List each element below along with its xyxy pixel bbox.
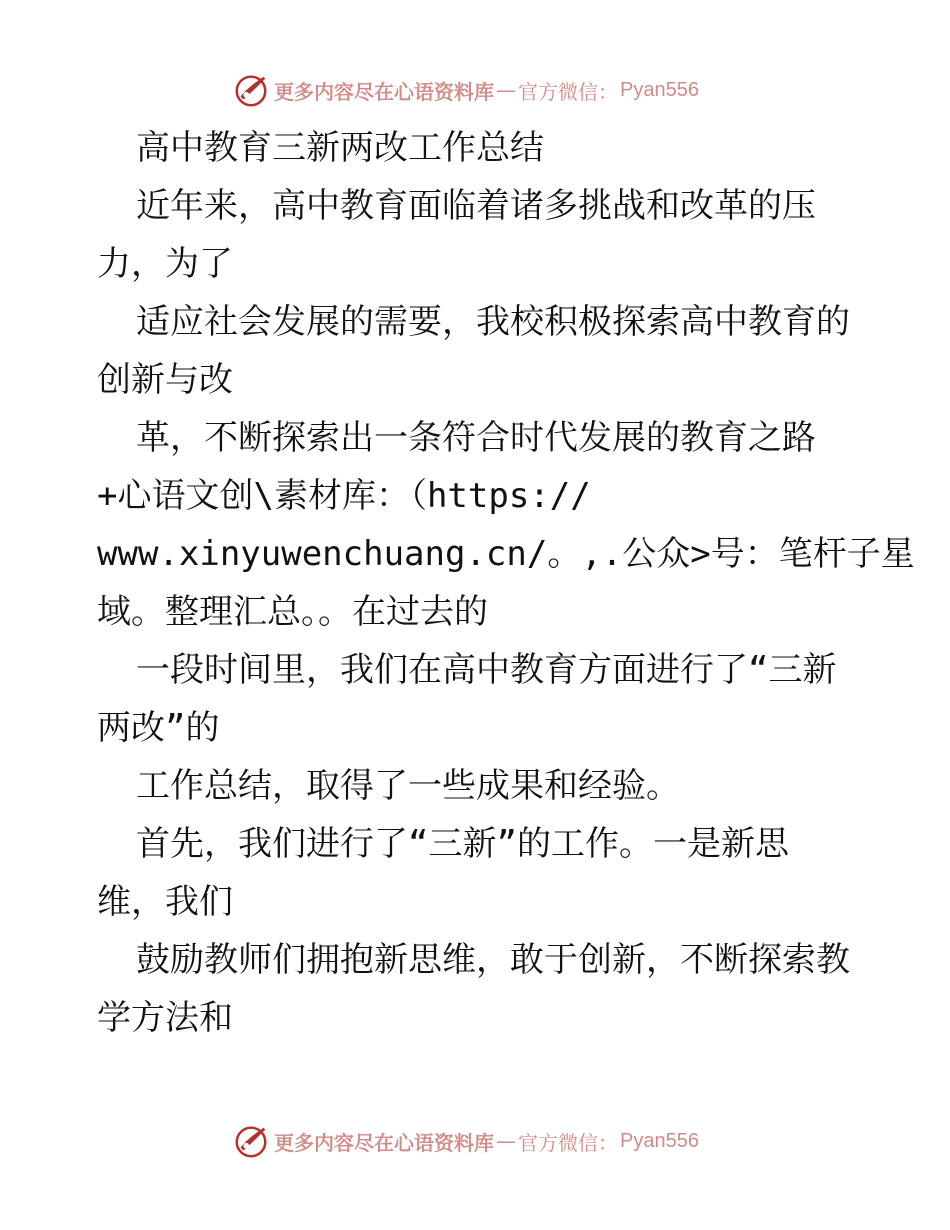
paragraph-line: 工作总结，取得了一些成果和经验。 [136, 766, 680, 806]
footer-banner-dash: — [496, 1129, 516, 1153]
footer-banner [232, 1121, 699, 1161]
footer-banner-text: 更多内容尽在心语资料库 [274, 1130, 494, 1155]
pen-logo-icon [232, 1122, 270, 1160]
paragraph-line: 学方法和 [97, 998, 233, 1038]
header-banner-text: 更多内容尽在心语资料库 [274, 79, 494, 104]
pen-logo-icon [232, 71, 270, 109]
document-title: 高中教育三新两改工作总结 [136, 128, 544, 168]
paragraph-line: www.xinyuwenchuang.cn/。,.公众>号：笔杆子星 [97, 534, 915, 574]
paragraph-line: 创新与改 [97, 360, 233, 400]
header-wechat-label: 官方微信： [518, 79, 618, 104]
paragraph-line: 力，为了 [97, 244, 233, 284]
paragraph-line: 域。整理汇总。。在过去的 [97, 592, 488, 632]
footer-wechat-label: 官方微信： [518, 1130, 618, 1155]
header-banner-dash: — [496, 78, 516, 102]
paragraph-line: 鼓励教师们拥抱新思维，敢于创新，不断探索教 [136, 940, 850, 980]
paragraph-line: 首先，我们进行了“三新”的工作。一是新思 [136, 824, 789, 864]
paragraph-line: 革，不断探索出一条符合时代发展的教育之路 [136, 418, 816, 458]
paragraph-line: +心语文创\素材库：（https:// [97, 476, 591, 516]
footer-wechat-id: Pyan556 [620, 1129, 699, 1152]
header-wechat-id: Pyan556 [620, 78, 699, 101]
paragraph-line: 两改”的 [97, 708, 220, 748]
paragraph-line: 近年来，高中教育面临着诸多挑战和改革的压 [136, 186, 816, 226]
paragraph-line: 适应社会发展的需要，我校积极探索高中教育的 [136, 302, 850, 342]
header-banner [232, 70, 699, 110]
paragraph-line: 一段时间里，我们在高中教育方面进行了“三新 [136, 650, 837, 690]
paragraph-line: 维，我们 [97, 882, 233, 922]
